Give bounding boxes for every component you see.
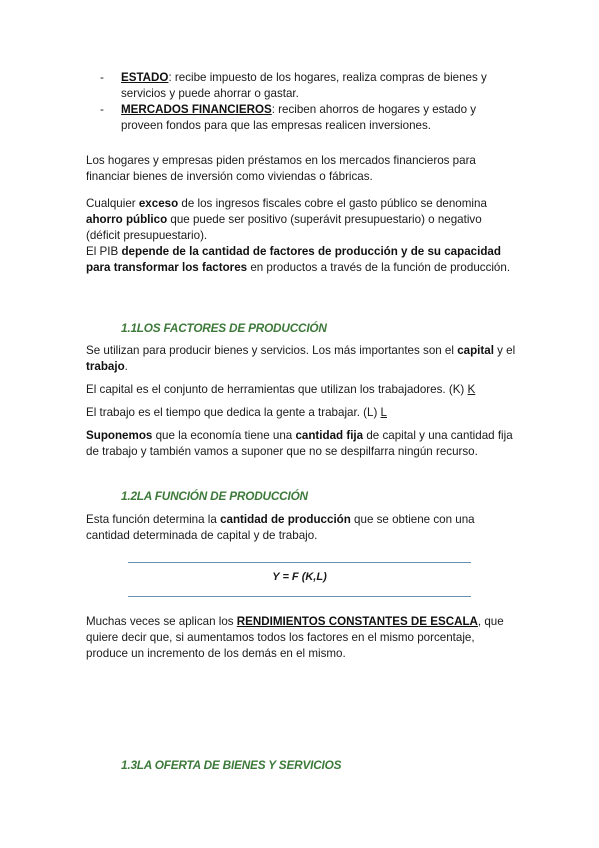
paragraph: Suponemos que la economía tiene una cantidad fija de capital y una cantidad fija de trabajo y también vamos a suponer que no se despilfarra ningún recurso. <box>86 429 513 458</box>
bullet-list <box>100 70 520 134</box>
section-heading: 1.1LOS FACTORES DE PRODUCCIÓN <box>121 321 327 335</box>
paragraph: Los hogares y empresas piden préstamos en los mercados financieros para financiar bienes de inversión como viviendas o fábricas. <box>86 154 476 183</box>
formula-rule-top <box>128 562 471 563</box>
paragraph: El capital es el conjunto de herramientas que utilizan los trabajadores. (K) K <box>86 383 476 396</box>
formula: Y = F (K,L) <box>272 571 327 583</box>
section-heading: 1.2LA FUNCIÓN DE PRODUCCIÓN <box>121 489 308 503</box>
list-item: - ESTADO: recibe impuesto de los hogares, realiza compras de bienes y servicios y puede ahorrar o gastar. <box>100 71 487 100</box>
paragraph: Se utilizan para producir bienes y servicios. Los más importantes son el capital y el trabajo. <box>86 344 516 373</box>
bullet-term: MERCADOS FINANCIEROS <box>121 103 272 116</box>
bullet-text: : recibe impuesto de los hogares, realiza compras de bienes y servicios y puede ahorrar o gastar. <box>121 71 487 100</box>
paragraph: El trabajo es el tiempo que dedica la gente a trabajar. (L) L <box>86 406 387 419</box>
paragraph: Muchas veces se aplican los RENDIMIENTOS CONSTANTES DE ESCALA, que quiere decir que, si aumentamos todos los factores en el mismo porcentaje, produce un incremento de los demás en el mismo. <box>86 615 504 660</box>
paragraph: Cualquier exceso de los ingresos fiscales cobre el gasto público se denomina ahorro público que puede ser positivo (superávit presupuestario) o negativo (déficit presupuestario). <box>86 197 487 242</box>
paragraph: Esta función determina la cantidad de producción que se obtiene con una cantidad determinada de capital y de trabajo. <box>86 513 475 542</box>
bullet-text: : reciben ahorros de hogares y estado y proveen fondos para que las empresas realicen inversiones. <box>121 103 477 132</box>
bullet-term: ESTADO <box>121 71 169 84</box>
formula-rule-bottom <box>128 596 471 597</box>
paragraph: El PIB depende de la cantidad de factores de producción y de su capacidad para transformar los factores en productos a través de la función de producción. <box>86 245 511 274</box>
list-item: - MERCADOS FINANCIEROS: reciben ahorros de hogares y estado y proveen fondos para que las empresas realicen inversiones. <box>100 103 477 132</box>
section-heading: 1.3LA OFERTA DE BIENES Y SERVICIOS <box>121 758 342 772</box>
